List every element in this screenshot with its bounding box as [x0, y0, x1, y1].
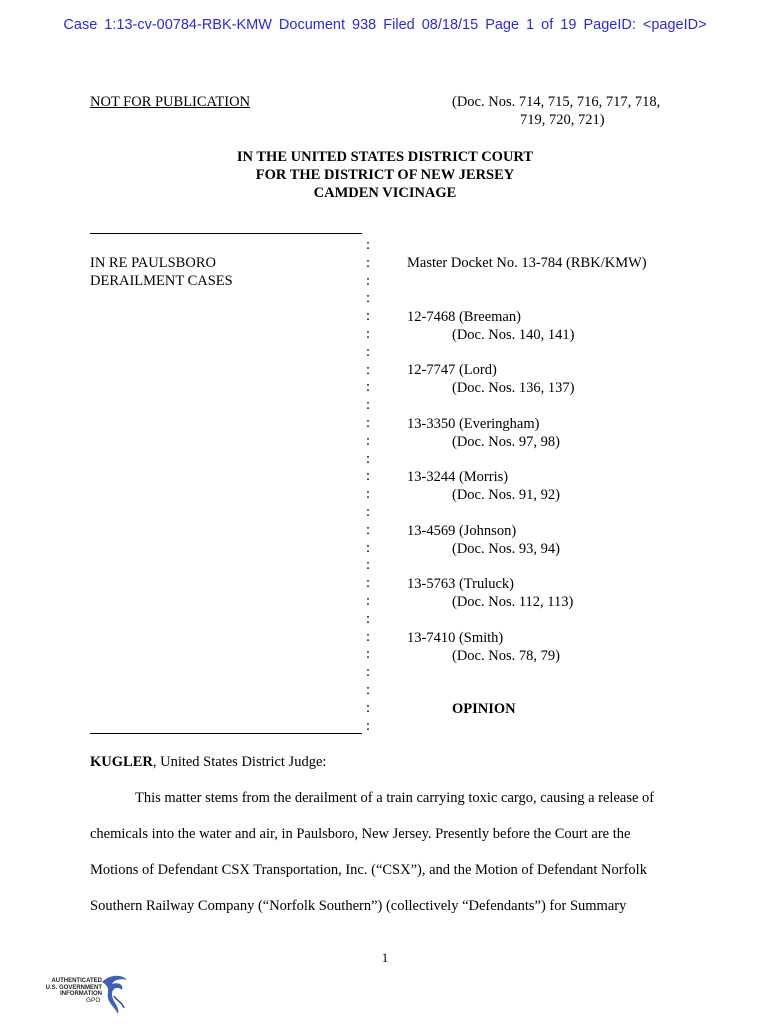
logo-line-3: INFORMATION: [60, 991, 102, 997]
caption-colon: :: [366, 593, 371, 609]
caption-bottom-rule: [90, 733, 362, 734]
caption-colon: :: [366, 343, 371, 360]
page-number: 1: [381, 950, 389, 965]
judge-title: , United States District Judge:: [152, 754, 327, 770]
caption-top-rule: [90, 233, 362, 234]
caption-colon: :: [366, 682, 371, 698]
master-docket-number: Master Docket No. 13-784 (RBK/KMW): [407, 255, 647, 271]
opinion-heading: OPINION: [452, 701, 516, 717]
body-text-line: chemicals into the water and air, in Paulsboro, New Jersey. Presently before the Court are the: [90, 826, 631, 842]
case-doc-nos: (Doc. Nos. 136, 137): [452, 380, 575, 396]
caption-colon: :: [366, 450, 371, 467]
case-entry: 13-5763 (Truluck): [407, 576, 515, 592]
caption-colon: :: [366, 397, 371, 414]
not-for-publication-label: NOT FOR PUBLICATION: [90, 94, 251, 110]
caption-colon: :: [366, 521, 371, 538]
caption-colon: :: [366, 486, 371, 503]
case-doc-nos: (Doc. Nos. 78, 79): [452, 648, 560, 664]
body-text-line: Motions of Defendant CSX Transportation, Inc. (“CSX”), and the Motion of Defendant Norfolk: [90, 862, 647, 878]
body-text-line: This matter stems from the derailment of a train carrying toxic cargo, causing a release of: [135, 790, 655, 806]
caption-party-line-2: DERAILMENT CASES: [90, 273, 233, 289]
caption-colon: :: [366, 717, 371, 734]
caption-colon: :: [366, 415, 371, 431]
caption-colon: :: [366, 308, 371, 325]
caption-colon: :: [366, 646, 371, 663]
court-vicinage: CAMDEN VICINAGE: [313, 185, 457, 201]
caption-colon: :: [366, 432, 371, 449]
case-entry: 13-3350 (Everingham): [407, 416, 540, 432]
case-doc-nos: (Doc. Nos. 93, 94): [452, 541, 560, 557]
gpo-authentication-logo: [44, 972, 134, 1016]
eagle-emblem-icon: [100, 972, 130, 1016]
case-entry: 13-4569 (Johnson): [407, 523, 517, 539]
case-doc-nos: (Doc. Nos. 97, 98): [452, 434, 560, 450]
case-entry: 13-3244 (Morris): [407, 469, 509, 485]
judge-name: KUGLER: [90, 754, 153, 770]
doc-nos-line-1: (Doc. Nos. 714, 715, 716, 717, 718,: [452, 94, 661, 110]
caption-colon: :: [366, 290, 371, 307]
caption-colon: :: [366, 504, 371, 520]
court-name-line-2: FOR THE DISTRICT OF NEW JERSEY: [255, 167, 515, 183]
logo-line-1: AUTHENTICATED: [51, 978, 102, 984]
body-text-line: Southern Railway Company (“Norfolk Southern”) (collectively “Defendants”) for Summary: [90, 898, 627, 914]
filing-header-stamp: Case 1:13-cv-00784-RBK-KMW Document 938 Filed 08/18/15 Page 1 of 19 PageID: <pageID>: [63, 17, 707, 33]
logo-gpo-mark: GPO: [86, 997, 101, 1004]
caption-colon: :: [366, 237, 371, 253]
case-entry: 13-7410 (Smith): [407, 630, 504, 646]
doc-nos-line-2: 719, 720, 721): [520, 112, 605, 128]
case-entry: 12-7468 (Breeman): [407, 309, 521, 325]
logo-line-2: U.S. GOVERNMENT: [45, 984, 102, 991]
caption-colon: :: [366, 539, 371, 556]
caption-colon: :: [366, 468, 371, 485]
caption-colon: :: [366, 272, 371, 289]
caption-colon: :: [366, 628, 371, 645]
caption-colon: :: [366, 379, 371, 396]
caption-colon: :: [366, 326, 371, 342]
case-doc-nos: (Doc. Nos. 91, 92): [452, 487, 560, 503]
caption-colon: :: [366, 664, 371, 681]
caption-colon: :: [366, 557, 371, 574]
caption-colon: :: [366, 361, 371, 378]
caption-colon: :: [366, 254, 371, 271]
caption-colon: :: [366, 699, 371, 716]
judge-attribution: [90, 754, 326, 771]
caption-colon: :: [366, 575, 371, 592]
case-doc-nos: (Doc. Nos. 112, 113): [452, 594, 574, 610]
case-entry: 12-7747 (Lord): [407, 362, 497, 378]
caption-party-line-1: IN RE PAULSBORO: [90, 255, 216, 271]
caption-colon: :: [366, 610, 371, 627]
case-doc-nos: (Doc. Nos. 140, 141): [452, 327, 575, 343]
court-name-line-1: IN THE UNITED STATES DISTRICT COURT: [236, 149, 534, 165]
